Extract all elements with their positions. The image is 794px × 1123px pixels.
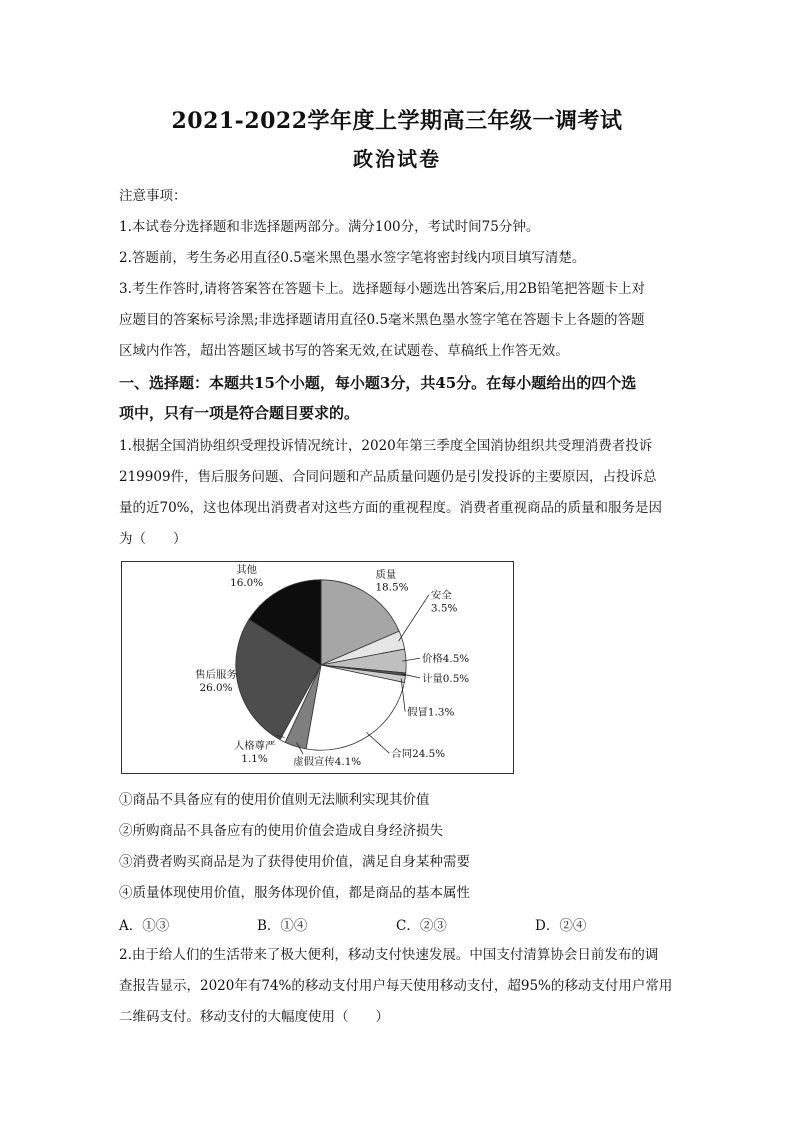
q1-stem-line-1: 1.根据全国消协组织受理投诉情况统计，2020年第三季度全国消协组织共受理消费者投诉 xyxy=(119,438,653,454)
notes-heading: 注意事项： xyxy=(119,188,187,204)
leader-line-1 xyxy=(399,595,429,641)
q1-statement-3: ③消费者购买商品是为了获得使用价值，满足自身某种需要 xyxy=(119,854,470,870)
q1-choice-a[interactable]: A．①③ xyxy=(119,918,170,934)
q2-stem-line-2: 查报告显示，2020年有74%的移动支付用户每天使用移动支付，超95%的移动支付用户常用 xyxy=(119,978,673,994)
slice-value-label-9: 16.0% xyxy=(230,576,264,589)
q1-statement-1: ①商品不具备应有的使用价值则无法顺利实现其价值 xyxy=(119,792,430,808)
complaint-pie-chart xyxy=(121,561,514,774)
note-item-3-cont2: 区域内作答，超出答题区域书写的答案无效,在试题卷、草稿纸上作答无效。 xyxy=(119,343,569,359)
section-heading: 一、选择题：本题共15个小题，每小题3分，共45分。在每小题给出的四个选 xyxy=(119,374,637,392)
exam-subtitle: 政治试卷 xyxy=(353,147,441,171)
slice-label-8: 售后服务 xyxy=(195,668,237,681)
slice-label-6: 虚假宣传4.1% xyxy=(293,756,362,769)
q1-stem-line-2: 219909件，售后服务问题、合同问题和产品质量问题仍是引发投诉的主要原因，占投诉总 xyxy=(119,469,657,485)
q2-stem-line-1: 2.由于给人们的生活带来了极大便利，移动支付快速发展。中国支付清算协会日前发布的调 xyxy=(119,947,659,963)
slice-value-label-0: 18.5% xyxy=(375,581,409,594)
slice-label-5: 合同24.5% xyxy=(391,748,446,761)
slice-label-2: 价格4.5% xyxy=(422,653,470,666)
slice-label-7: 人格尊严 xyxy=(233,740,276,753)
note-item-3-cont: 应题目的答案标号涂黑;非选择题请用直径0.5毫米黑色墨水签字笔在答题卡上各题的答题 xyxy=(119,312,645,328)
slice-value-label-8: 26.0% xyxy=(199,681,233,694)
q1-choice-c[interactable]: C．②③ xyxy=(396,918,447,934)
pie-chart-svg xyxy=(122,562,513,773)
note-item-3: 3.考生作答时,请将答案答在答题卡上。选择题每小题选出答案后,用2B铅笔把答题卡上对 xyxy=(119,281,645,297)
slice-value-label-1: 3.5% xyxy=(430,602,458,615)
q1-stem-line-3: 量的近70%，这也体现出消费者对这些方面的重视程度。消费者重视商品的质量和服务是因 xyxy=(119,500,663,516)
slice-label-4: 假冒1.3% xyxy=(407,706,455,719)
q2-stem-line-3: 二维码支付。移动支付的大幅度使用（ ） xyxy=(119,1009,389,1025)
q1-statement-4: ④质量体现使用价值，服务体现价值，都是商品的基本属性 xyxy=(119,885,470,901)
q1-choice-d[interactable]: D．②④ xyxy=(535,918,587,934)
exam-title: 2021-2022学年度上学期高三年级一调考试 xyxy=(171,108,623,134)
slice-value-label-7: 1.1% xyxy=(241,753,268,766)
leader-line-5 xyxy=(366,732,389,753)
q1-stem-line-4: 为（ ） xyxy=(119,531,187,547)
slice-label-0: 质量 xyxy=(375,568,397,581)
note-item-2: 2.答题前，考生务必用直径0.5毫米黑色墨水签字笔将密封线内项目填写清楚。 xyxy=(119,250,586,266)
note-item-1: 1.本试卷分选择题和非选择题两部分。满分100分，考试时间75分钟。 xyxy=(119,219,540,235)
section-heading-cont: 项中，只有一项是符合题目要求的。 xyxy=(119,404,360,422)
slice-label-9: 其他 xyxy=(236,563,258,576)
q1-statement-2: ②所购商品不具备应有的使用价值会造成自身经济损失 xyxy=(119,823,443,839)
slice-label-3: 计量0.5% xyxy=(422,672,470,685)
q1-choice-b[interactable]: B．①④ xyxy=(257,918,308,934)
slice-label-1: 安全 xyxy=(430,589,452,602)
